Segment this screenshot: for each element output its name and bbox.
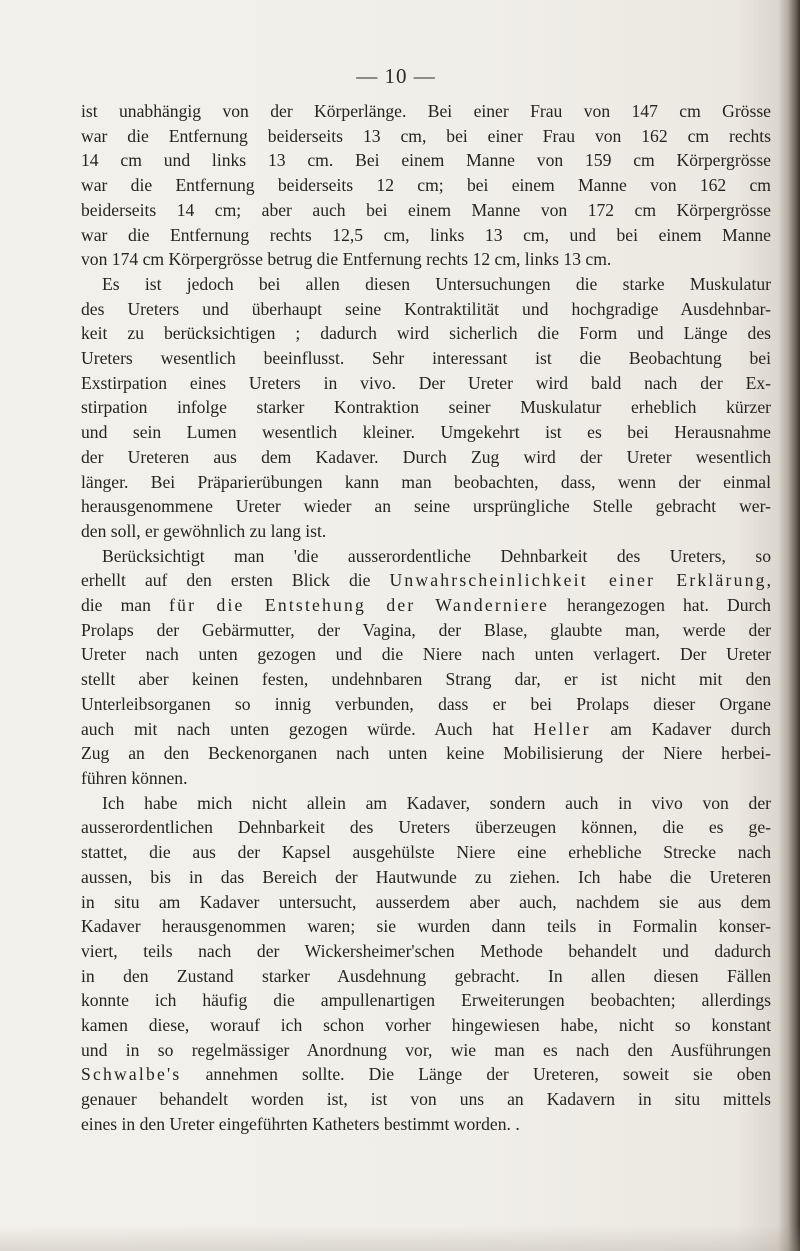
text-line: und in so regelmässiger Anordnung vor, wie man es nach den Ausführungen xyxy=(81,1039,771,1060)
text-line: führen können. xyxy=(81,767,188,788)
text-line: keit zu berücksichtigen ; dadurch wird sicherlich die Form und Länge des xyxy=(81,323,771,344)
page-number: — 10 — xyxy=(356,64,436,88)
body-text xyxy=(81,99,771,1137)
text-line: der Ureteren aus dem Kadaver. Durch Zug wird der Ureter wesentlich xyxy=(81,446,771,467)
text-line: Ich habe mich nicht allein am Kadaver, sondern auch in vivo von der xyxy=(102,792,771,813)
text-line: Exstirpation eines Ureters in vivo. Der Ureter wird bald nach der Ex- xyxy=(81,372,771,393)
text-line: stirpation infolge starker Kontraktion seiner Muskulatur erheblich kürzer xyxy=(81,397,771,418)
text-line: und sein Lumen wesentlich kleiner. Umgekehrt ist es bei Herausnahme xyxy=(81,422,771,443)
text-line: Unterleibsorganen so innig verbunden, dass er bei Prolaps dieser Organe xyxy=(81,693,771,714)
text-line: war die Entfernung rechts 12,5 cm, links 13 cm, und bei einem Manne xyxy=(81,224,771,245)
emphasized-text: Schwalbe's xyxy=(81,1064,182,1085)
text-line: genauer behandelt worden ist, ist von uns an Kadavern in situ mittels xyxy=(81,1089,771,1110)
emphasized-text: Heller xyxy=(533,718,591,739)
text-line: erhellt auf den ersten Blick die Unwahrscheinlichkeit einer Erklärung, xyxy=(81,570,771,591)
text-line: aussen, bis in das Bereich der Hautwunde zu ziehen. Ich habe die Ureteren xyxy=(81,866,771,887)
text-line: Berücksichtigt man 'die ausserordentliche Dehnbarkeit des Ureters, so xyxy=(102,545,771,566)
text-line: war die Entfernung beiderseits 12 cm; bei einem Manne von 162 cm xyxy=(81,175,771,196)
text-line: konnte ich häufig die ampullenartigen Erweiterungen beobachten; allerdings xyxy=(81,990,771,1011)
text-line: länger. Bei Präparierübungen kann man beobachten, dass, wenn der einmal xyxy=(81,471,771,492)
text-line: Prolaps der Gebärmutter, der Vagina, der Blase, glaubte man, werde der xyxy=(81,619,771,640)
text-line: war die Entfernung beiderseits 13 cm, bei einer Frau von 162 cm rechts xyxy=(81,125,771,146)
paragraph xyxy=(81,791,771,1137)
paragraph xyxy=(81,99,771,272)
text-line: eines in den Ureter eingeführten Katheters bestimmt worden. . xyxy=(81,1113,520,1134)
book-gutter-shadow xyxy=(778,0,800,1251)
text-line: ist unabhängig von der Körperlänge. Bei einer Frau von 147 cm Grösse xyxy=(81,101,771,121)
text-line: stellt aber keinen festen, undehnbaren Strang dar, er ist nicht mit den xyxy=(81,669,771,690)
emphasized-text: für die Entstehung der Wanderniere xyxy=(169,595,550,616)
text-line: Ureter nach unten gezogen und die Niere nach unten verlagert. Der Ureter xyxy=(81,644,771,665)
text-line: in situ am Kadaver untersucht, ausserdem aber auch, nachdem sie aus dem xyxy=(81,891,771,912)
paragraph xyxy=(81,272,771,544)
text-line: viert, teils nach der Wickersheimer'schen Methode behandelt und dadurch xyxy=(81,940,771,961)
text-line: Es ist jedoch bei allen diesen Untersuchungen die starke Muskulatur xyxy=(102,273,771,294)
text-line: stattet, die aus der Kapsel ausgehülste Niere eine erhebliche Strecke nach xyxy=(81,842,771,863)
text-line: auch mit nach unten gezogen würde. Auch hat Heller am Kadaver durch xyxy=(81,718,771,739)
text-line: Zug an den Beckenorganen nach unten keine Mobilisierung der Niere herbei- xyxy=(81,743,771,764)
emphasized-text: Unwahrscheinlichkeit einer Erklärung xyxy=(389,570,767,591)
text-line: Ureters wesentlich beeinflusst. Sehr interessant ist die Beobachtung bei xyxy=(81,348,771,369)
text-line: des Ureters und überhaupt seine Kontraktilität und hochgradige Ausdehnbar- xyxy=(81,298,771,319)
text-line: herausgenommene Ureter wieder an seine ursprüngliche Stelle gebracht wer- xyxy=(81,496,771,517)
text-line: Schwalbe's annehmen sollte. Die Länge der Ureteren, soweit sie oben xyxy=(81,1064,771,1085)
text-line: ausserordentlichen Dehnbarkeit des Ureters überzeugen können, die es ge- xyxy=(81,817,771,838)
text-line: von 174 cm Körpergrösse betrug die Entfernung rechts 12 cm, links 13 cm. xyxy=(81,249,612,270)
text-line: den soll, er gewöhnlich zu lang ist. xyxy=(81,520,327,541)
text-line: Kadaver herausgenommen waren; sie wurden dann teils in Formalin konser- xyxy=(81,916,771,937)
text-line: kamen diese, worauf ich schon vorher hingewiesen habe, nicht so konstant xyxy=(81,1015,771,1036)
text-line: in den Zustand starker Ausdehnung gebracht. In allen diesen Fällen xyxy=(81,965,771,986)
text-line: beiderseits 14 cm; aber auch bei einem Manne von 172 cm Körpergrösse xyxy=(81,199,771,220)
page-bottom-edge xyxy=(0,1225,800,1251)
text-line: die man für die Entstehung der Wanderniere herangezogen hat. Durch xyxy=(81,595,771,616)
text-line: 14 cm und links 13 cm. Bei einem Manne von 159 cm Körpergrösse xyxy=(81,150,771,171)
paragraph xyxy=(81,544,771,791)
